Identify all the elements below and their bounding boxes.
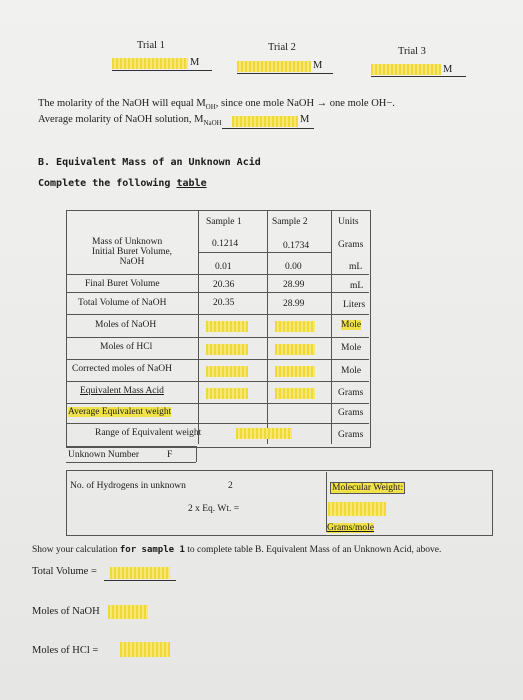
corrected-sample-1-box[interactable]: [206, 366, 248, 377]
header-sample-1: Sample 1: [206, 217, 242, 227]
grid-line: [66, 446, 196, 447]
calc-bold: for sample 1: [119, 545, 185, 555]
row-label-final: Final Buret Volume: [85, 279, 160, 289]
moles-hcl-unit: Mole: [341, 343, 362, 353]
moles-hcl-calc-answer-box[interactable]: [120, 642, 170, 657]
instruction: [38, 178, 207, 189]
total-unit: Liters: [343, 300, 366, 310]
row-label-corrected: Corrected moles of NaOH: [72, 364, 172, 374]
total-sample-1: 20.35: [213, 298, 235, 308]
final-sample-1: 20.36: [213, 280, 235, 290]
unknown-number-value: F: [167, 450, 173, 460]
moles-naoh-calc-answer-box[interactable]: [108, 605, 148, 619]
average-unit: Grams: [338, 408, 364, 418]
grid-line: [267, 210, 268, 444]
moles-hcl-sample-1-box[interactable]: [206, 344, 248, 355]
instruction-link[interactable]: table: [176, 178, 207, 189]
grid-line: [66, 359, 369, 360]
row-label-mass-text: Mass of Unknown: [92, 237, 163, 247]
moles-naoh-sample-1-box[interactable]: [206, 321, 248, 332]
trial-2-unit: M: [313, 60, 323, 71]
molarity-subscript: OH: [205, 103, 216, 112]
final-unit: mL: [350, 281, 364, 291]
trial-3-label: Trial 3: [398, 46, 426, 57]
corrected-unit: Mole: [341, 366, 362, 376]
equiv-mass-sample-1-box[interactable]: [206, 388, 248, 399]
trial-2-answer-box[interactable]: [237, 61, 311, 72]
total-volume-label: Total Volume =: [32, 566, 97, 577]
molecular-weight-label: Molecular Weight:: [332, 483, 404, 493]
header-sample-2: Sample 2: [272, 217, 308, 227]
initial-sample-1: 0.01: [215, 262, 232, 272]
hydrogens-value: 2: [228, 481, 233, 491]
trial-1-line: [112, 70, 212, 71]
row-label-moles-naoh: Moles of NaOH: [95, 320, 157, 330]
molarity-text: The molarity of the NaOH will equal M: [38, 98, 206, 109]
instruction-text: Complete the following: [38, 178, 177, 189]
mass-unit: Grams: [338, 240, 364, 250]
trial-1-answer-box[interactable]: [112, 58, 188, 69]
final-sample-2: 28.99: [283, 280, 305, 290]
mass-sample-1: 0.1214: [212, 239, 239, 249]
grid-line: [331, 210, 332, 444]
total-volume-answer-box[interactable]: [110, 567, 170, 579]
molecular-weight-box: [66, 470, 493, 536]
unknown-number-label: Unknown Number: [68, 450, 139, 460]
grid-line: [66, 314, 369, 315]
moles-naoh-unit: Mole: [341, 320, 362, 330]
header-units: Units: [338, 217, 359, 227]
grid-line: [66, 462, 196, 463]
range-answer-box[interactable]: [236, 428, 292, 439]
grid-line: [196, 446, 197, 462]
average-molarity-label: Average molarity of NaOH solution, M: [38, 114, 204, 125]
row-label-range: Range of Equivalent weight: [95, 428, 202, 438]
equiv-mass-sample-2-box[interactable]: [275, 388, 315, 399]
row-label-equiv-mass: Equivalent Mass Acid: [80, 386, 164, 396]
average-molarity-line: [38, 114, 222, 127]
grid-line: [199, 252, 331, 253]
mass-sample-2: 0.1734: [283, 241, 310, 251]
row-label-initial: Initial Buret Volume, NaOH: [91, 247, 173, 267]
calc-rest: to complete table B. Equivalent Mass of an Unknown Acid, above.: [184, 545, 442, 555]
row-label-mass: [92, 237, 162, 247]
molecular-weight-answer-box[interactable]: [328, 502, 386, 516]
molecular-weight-unit: Grams/mole: [327, 523, 374, 533]
moles-hcl-calc-label: Moles of HCl =: [32, 645, 99, 656]
average-molarity-unit: M: [300, 114, 310, 125]
trial-2-label: Trial 2: [268, 42, 296, 53]
grid-line: [66, 423, 369, 424]
molarity-rest: , since one mole NaOH → one mole OH−.: [215, 98, 395, 109]
trial-3-unit: M: [443, 64, 453, 75]
equiv-mass-unit: Grams: [338, 388, 364, 398]
row-label-total: Total Volume of NaOH: [78, 298, 167, 308]
molarity-statement: [38, 98, 395, 111]
trial-3-answer-box[interactable]: [371, 64, 441, 75]
total-sample-2: 28.99: [283, 299, 305, 309]
row-label-moles-hcl: Moles of HCl: [100, 342, 153, 352]
calc-prefix: Show your calculation: [32, 545, 120, 555]
grid-line: [198, 210, 199, 444]
calculation-instruction: [32, 545, 441, 555]
moles-naoh-calc-label: Moles of NaOH: [32, 606, 100, 617]
moles-naoh-sample-2-box[interactable]: [275, 321, 315, 332]
row-label-average: Average Equivalent weight: [68, 407, 172, 417]
trial-1-unit: M: [190, 57, 200, 68]
average-molarity-answer-box[interactable]: [232, 116, 298, 127]
hydrogens-label: No. of Hydrogens in unknown: [70, 481, 186, 491]
grid-line: [66, 381, 369, 382]
section-title: B. Equivalent Mass of an Unknown Acid: [38, 157, 261, 168]
trial-3-line: [371, 76, 466, 77]
initial-unit: mL: [349, 262, 363, 272]
initial-sample-2: 0.00: [285, 262, 302, 272]
total-volume-rule: [104, 580, 176, 581]
average-molarity-subscript: NaOH: [203, 119, 222, 128]
trial-1-label: Trial 1: [137, 40, 165, 51]
corrected-sample-2-box[interactable]: [275, 366, 315, 377]
range-unit: Grams: [338, 430, 364, 440]
average-molarity-line-rule: [222, 128, 314, 129]
grid-line: [66, 292, 369, 293]
moles-hcl-sample-2-box[interactable]: [275, 344, 315, 355]
grid-line: [66, 403, 369, 404]
grid-line: [66, 274, 369, 275]
eq-wt-label: 2 x Eq. Wt. =: [188, 504, 240, 514]
trial-2-line: [237, 73, 333, 74]
grid-line: [66, 337, 369, 338]
